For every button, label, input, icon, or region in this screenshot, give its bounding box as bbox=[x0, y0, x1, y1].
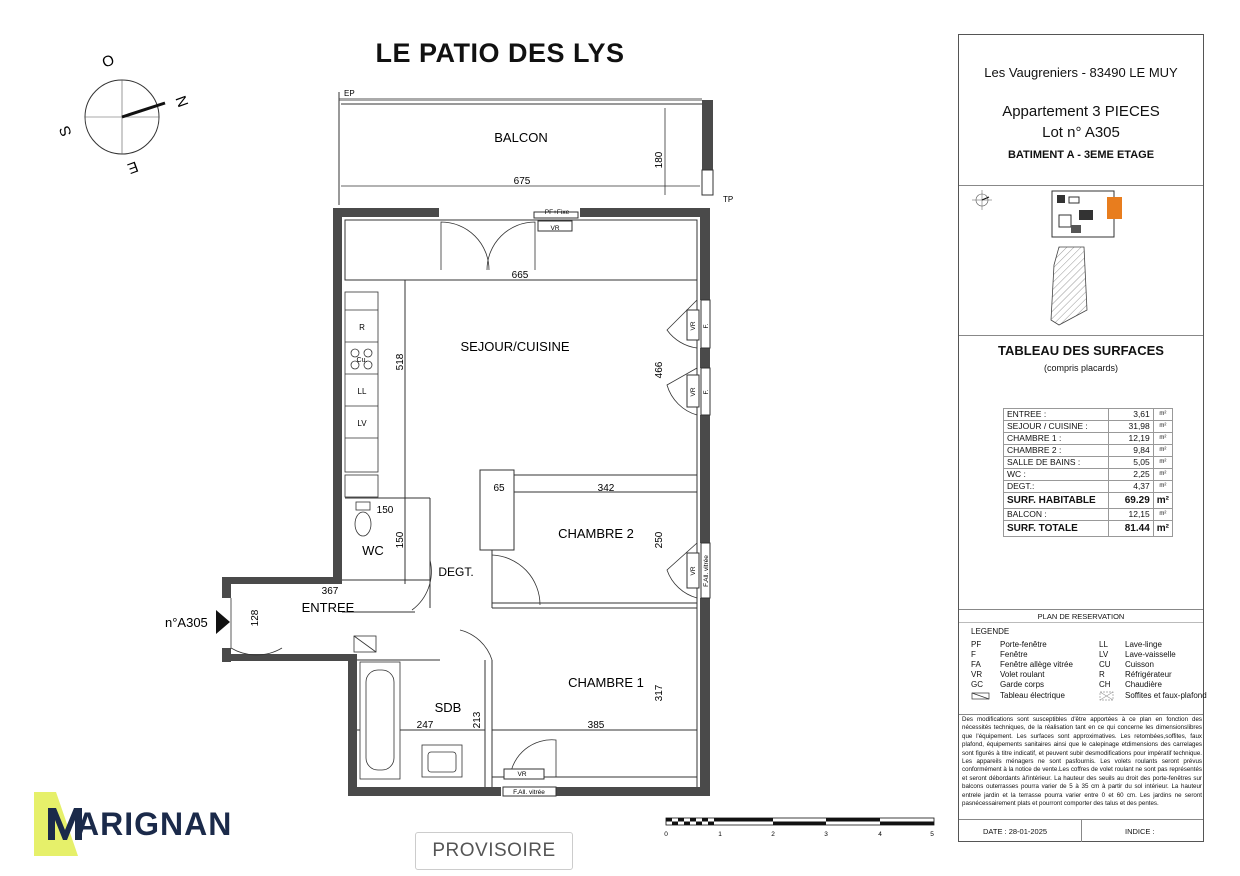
surface-value: 3,61 bbox=[1108, 409, 1153, 421]
address: Les Vaugreniers - 83490 LE MUY bbox=[984, 65, 1178, 80]
entry-arrow-icon bbox=[216, 610, 230, 634]
table-row-balcon bbox=[1004, 509, 1173, 521]
tag-f-1: F. bbox=[703, 323, 710, 329]
surface-unit: m² bbox=[1153, 481, 1172, 493]
room-wc: WC bbox=[362, 543, 384, 558]
legend-code: PF bbox=[971, 640, 982, 649]
legend-text: Garde corps bbox=[1000, 680, 1045, 689]
surface-label: DEGT.: bbox=[1004, 481, 1109, 493]
surface-label: SALLE DE BAINS : bbox=[1004, 457, 1109, 469]
surf-habitable-value: 69.29 bbox=[1108, 493, 1153, 509]
scale-label-2: 2 bbox=[771, 831, 775, 838]
surface-unit: m² bbox=[1153, 521, 1172, 537]
compass-s: S bbox=[56, 123, 76, 139]
room-balcon: BALCON bbox=[494, 130, 548, 145]
compass-e: E bbox=[125, 157, 141, 177]
dim-wc-width: 150 bbox=[376, 505, 394, 516]
legend-title: LEGENDE bbox=[971, 627, 1010, 636]
scale-label-3: 3 bbox=[824, 831, 828, 838]
table-row bbox=[1004, 457, 1173, 469]
table-row bbox=[1004, 421, 1173, 433]
dim-entree-width: 367 bbox=[321, 586, 339, 597]
table-row bbox=[1004, 433, 1173, 445]
tag-vr-2: VR bbox=[690, 321, 697, 331]
compass-o: O bbox=[99, 51, 117, 72]
room-chambre1: CHAMBRE 1 bbox=[568, 675, 644, 690]
balcon-value: 12,15 bbox=[1108, 509, 1153, 521]
tag-fall-vitree-2: F.All. vitrée bbox=[513, 789, 545, 796]
dim-sdb-width: 247 bbox=[416, 720, 434, 731]
tag-fall-vitree-1: F.All. vitrée bbox=[703, 555, 710, 587]
tag-vr-5: VR bbox=[517, 771, 527, 778]
room-degt: DEGT. bbox=[438, 565, 474, 579]
legend-text: Cuisson bbox=[1125, 660, 1154, 669]
date: DATE : 28-01-2025 bbox=[983, 827, 1048, 836]
surface-unit: m² bbox=[1153, 509, 1172, 521]
table-row bbox=[1004, 409, 1173, 421]
legend-code: GC bbox=[971, 680, 983, 689]
legend-text: Lave-vaisselle bbox=[1125, 650, 1176, 659]
dim-chambre2-width: 342 bbox=[597, 483, 615, 494]
legend-text: Réfrigérateur bbox=[1125, 670, 1172, 679]
table-row bbox=[1004, 481, 1173, 493]
dim-chambre1-height: 317 bbox=[654, 684, 665, 702]
dim-sejour-height-2: 466 bbox=[654, 361, 665, 379]
exterior-walls bbox=[222, 208, 710, 796]
apartment-type: Appartement 3 PIECES bbox=[1002, 103, 1160, 120]
surface-label: WC : bbox=[1004, 469, 1109, 481]
surfaces-title: TABLEAU DES SURFACES bbox=[998, 343, 1164, 358]
dim-placard-width: 65 bbox=[493, 483, 505, 494]
key-plan bbox=[959, 185, 1205, 335]
toilet-icon bbox=[355, 502, 371, 536]
legend-text: Tableau électrique bbox=[1000, 691, 1065, 700]
legend-text: Volet roulant bbox=[1000, 670, 1045, 679]
surface-unit: m² bbox=[1153, 469, 1172, 481]
surface-value: 31,98 bbox=[1108, 421, 1153, 433]
table-row-totale bbox=[1004, 521, 1173, 537]
table-row bbox=[1004, 469, 1173, 481]
room-sdb: SDB bbox=[434, 700, 462, 715]
electrical-panel-icon bbox=[971, 692, 991, 700]
surface-unit: m² bbox=[1153, 409, 1172, 421]
legend-code: LV bbox=[1099, 650, 1109, 659]
dim-sejour-width: 665 bbox=[511, 270, 529, 281]
surface-label: CHAMBRE 2 : bbox=[1004, 445, 1109, 457]
selected-lot-marker bbox=[1107, 197, 1122, 219]
surface-value: 5,05 bbox=[1108, 457, 1153, 469]
tag-ep: EP bbox=[344, 89, 355, 98]
legend-text: Fenêtre bbox=[1000, 650, 1028, 659]
legend-text: Fenêtre allège vitrée bbox=[1000, 660, 1073, 669]
scale-bar bbox=[666, 818, 934, 825]
lot-number: Lot n° A305 bbox=[1042, 124, 1120, 141]
surface-value: 2,25 bbox=[1108, 469, 1153, 481]
table-row-habitable bbox=[1004, 493, 1173, 509]
legend-code: CU bbox=[1099, 660, 1111, 669]
balcon-label: BALCON : bbox=[1004, 509, 1109, 521]
legend-code: F bbox=[971, 650, 976, 659]
indice: INDICE : bbox=[1125, 827, 1155, 836]
surface-unit: m² bbox=[1153, 445, 1172, 457]
surfaces-table bbox=[1003, 408, 1173, 537]
scale-label-1: 1 bbox=[718, 831, 722, 838]
compass bbox=[56, 51, 191, 176]
legend-code: CH bbox=[1099, 680, 1111, 689]
dim-sejour-height-1: 518 bbox=[395, 353, 406, 371]
legend-code: LL bbox=[1099, 640, 1108, 649]
soffit-icon bbox=[1099, 691, 1115, 701]
legend-text: Lave-linge bbox=[1125, 640, 1162, 649]
scale-label-4: 4 bbox=[878, 831, 882, 838]
surf-totale-value: 81.44 bbox=[1108, 521, 1153, 537]
building-floor: BATIMENT A - 3EME ETAGE bbox=[1007, 149, 1155, 161]
surface-value: 12,19 bbox=[1108, 433, 1153, 445]
room-entree: ENTREE bbox=[301, 600, 355, 615]
dim-balcon-width: 675 bbox=[513, 176, 531, 187]
legend-code: FA bbox=[971, 660, 981, 669]
dim-balcon-height: 180 bbox=[654, 151, 665, 169]
room-sejour: SEJOUR/CUISINE bbox=[460, 339, 570, 354]
legend-text: Chaudière bbox=[1125, 680, 1162, 689]
tag-vr-1: VR bbox=[550, 225, 560, 232]
plan-reservation: PLAN DE RESERVATION bbox=[1037, 612, 1125, 621]
surface-unit: m² bbox=[1153, 493, 1172, 509]
surface-value: 4,37 bbox=[1108, 481, 1153, 493]
surface-label: SEJOUR / CUISINE : bbox=[1004, 421, 1109, 433]
surface-label: ENTREE : bbox=[1004, 409, 1109, 421]
info-panel bbox=[958, 34, 1207, 842]
tag-ll: LL bbox=[357, 387, 367, 396]
table-row bbox=[1004, 445, 1173, 457]
footer-row bbox=[959, 819, 1203, 842]
surface-label: CHAMBRE 1 : bbox=[1004, 433, 1109, 445]
dim-wc-height: 150 bbox=[395, 531, 406, 549]
compass-n: N bbox=[171, 93, 192, 110]
provisoire-stamp: PROVISOIRE bbox=[415, 832, 573, 870]
surface-unit: m² bbox=[1153, 421, 1172, 433]
surf-habitable-label: SURF. HABITABLE bbox=[1004, 493, 1109, 509]
dim-entree-height: 128 bbox=[250, 609, 261, 627]
marignan-logo bbox=[34, 792, 244, 861]
dim-sdb-height: 213 bbox=[472, 711, 483, 729]
balcony bbox=[339, 92, 713, 205]
legend-code: R bbox=[1099, 670, 1105, 679]
surface-value: 9,84 bbox=[1108, 445, 1153, 457]
tag-vr-4: VR bbox=[690, 566, 697, 576]
disclaimer-note: Des modifications sont susceptibles d'être apportées à ce plan en fonction des nécessités techniques, de la réalisation tant en ce qui concerne les dimensionslibres que l'équipement. Les surfaces sont approximatives. Les retombées,soffites, faux plafond, équipements sanitaires ainsi que le calepinage etdimensions des carrelages sont figurés à titre indicatif, et peuvent subir desmodifications pour impératif technique. Les appareils ménagers ne sont pasfournis. Les volets roulants seront prévus conformément à la notice de vente.Les coffres de volet roulant ne sont pas représentés et seront débordants àl'intérieur. La hauteur des seuils au droit des porte-fenêtres sur balcons outerrasses pourra varier de 5 à 35 cm à partir du sol intérieur. La hauteur entrele jardin et la terrasse pourra varier entre 0 et 60 cm. Les jardins ne seront pasnécessairement plats et pourront comporter des talus et des pentes. bbox=[962, 716, 1202, 808]
tag-lv: LV bbox=[357, 419, 367, 428]
door-swings bbox=[231, 222, 697, 777]
scale-label-0: 0 bbox=[664, 831, 668, 838]
legend-text: Porte-fenêtre bbox=[1000, 640, 1047, 649]
tag-cu: Cu. bbox=[356, 357, 368, 364]
dim-chambre2-height: 250 bbox=[654, 531, 665, 549]
lot-reference: n°A305 bbox=[165, 615, 208, 630]
logo-text: ARIGNAN bbox=[76, 806, 233, 842]
surface-unit: m² bbox=[1153, 457, 1172, 469]
surf-totale-label: SURF. TOTALE bbox=[1004, 521, 1109, 537]
tag-r: R bbox=[359, 323, 365, 332]
tag-tp: TP bbox=[723, 195, 734, 204]
dim-chambre1-width: 385 bbox=[587, 720, 605, 731]
tag-f-2: F. bbox=[703, 389, 710, 395]
plan-title: LE PATIO DES LYS bbox=[375, 38, 625, 68]
surface-unit: m² bbox=[1153, 433, 1172, 445]
scale-label-5: 5 bbox=[930, 831, 934, 838]
legend-code: VR bbox=[971, 670, 983, 679]
room-chambre2: CHAMBRE 2 bbox=[558, 526, 634, 541]
surfaces-subtitle: (compris placards) bbox=[1043, 363, 1119, 373]
tag-vr-3: VR bbox=[690, 387, 697, 397]
legend-text: Soffites et faux-plafond bbox=[1125, 691, 1207, 700]
windows bbox=[503, 212, 710, 796]
tag-pf-fixe: PF+Fixe bbox=[544, 209, 570, 216]
